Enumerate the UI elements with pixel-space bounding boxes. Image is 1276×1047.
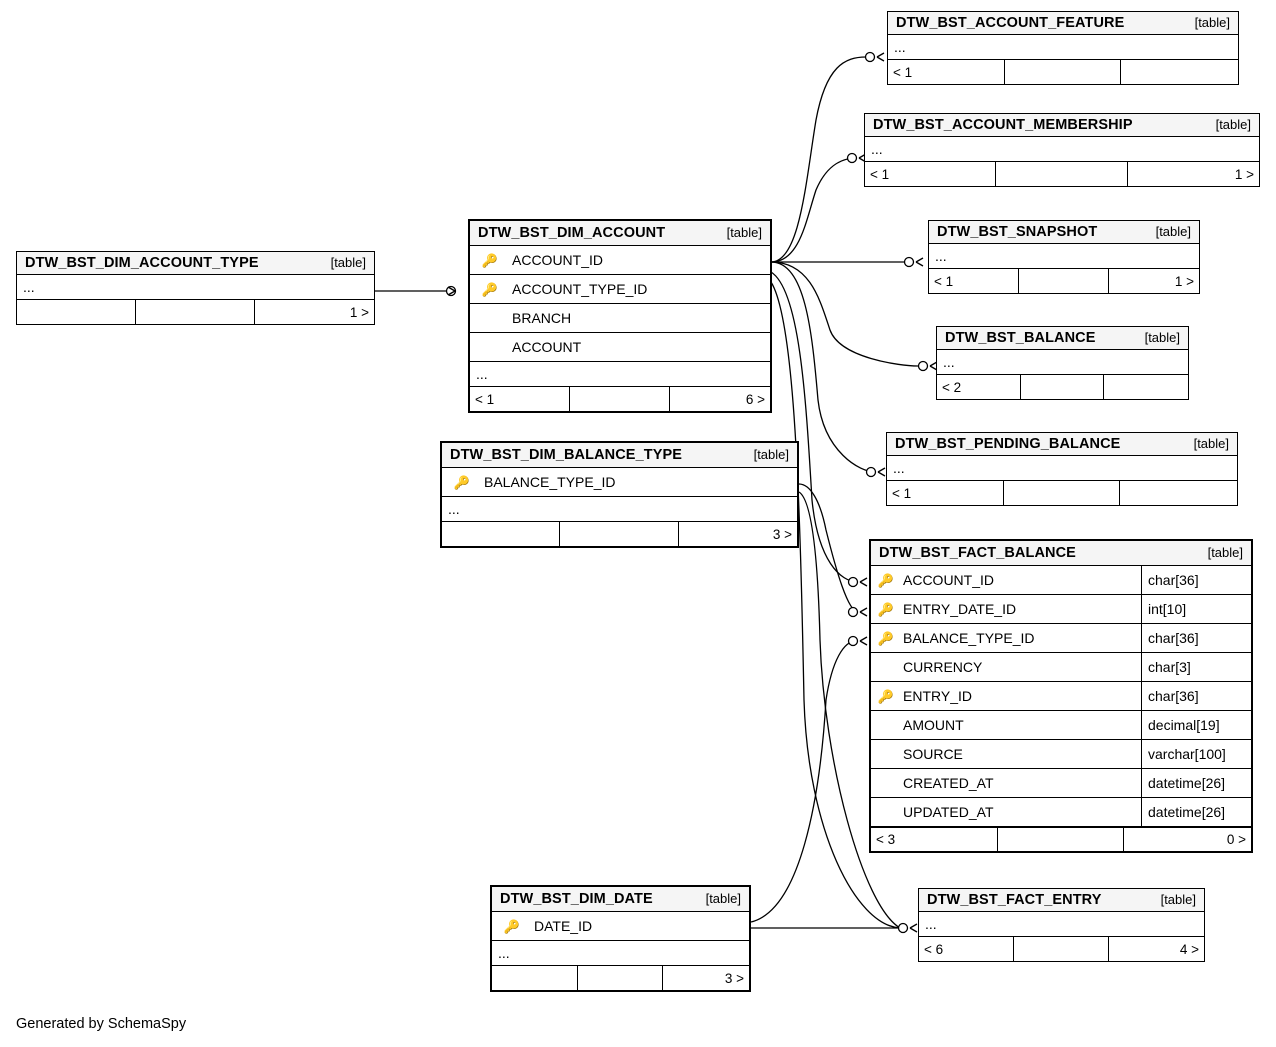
table-title: DTW_BST_ACCOUNT_FEATURE [896,14,1125,31]
table-header [865,114,1259,137]
table-footer [937,375,1188,399]
column-row [871,740,1251,769]
table-dtw-bst-pending-balance[interactable] [886,432,1238,506]
footer-left: < 1 [470,387,570,411]
table-title: DTW_BST_FACT_ENTRY [927,891,1102,908]
footer-left [17,300,136,324]
table-title: DTW_BST_DIM_DATE [500,890,653,907]
table-footer [919,937,1204,961]
footer-left: < 1 [865,162,996,186]
table-dtw-bst-fact-entry[interactable] [918,888,1205,962]
table-footer [442,522,797,546]
footer-right: 1 > [1234,166,1254,182]
table-footer [17,300,374,324]
table-title: DTW_BST_SNAPSHOT [937,223,1098,240]
table-dtw-bst-account-feature[interactable] [887,11,1239,85]
footer-right [1121,60,1238,84]
table-header [919,889,1204,912]
table-footer [871,827,1251,851]
column-type: char[3] [1141,653,1251,681]
table-title: DTW_BST_PENDING_BALANCE [895,435,1121,452]
table-title: DTW_BST_FACT_BALANCE [879,544,1076,561]
footer-mid [1021,375,1105,399]
columns-ellipsis: ... [865,137,1259,162]
columns-ellipsis: ... [929,244,1199,269]
table-tag: [table] [1193,436,1229,451]
column-type: datetime[26] [1141,798,1251,826]
table-header [470,221,770,246]
footer-mid [1004,481,1121,505]
footer-right: 6 > [745,391,765,407]
column-type: char[36] [1141,624,1251,652]
footer-mid [1005,60,1122,84]
footer-right: 4 > [1179,941,1199,957]
table-tag: [table] [1215,117,1251,132]
column-name: CREATED_AT [903,775,994,791]
table-tag: [table] [1160,892,1196,907]
table-tag: [table] [753,447,789,462]
columns-ellipsis: ... [888,35,1238,60]
column-row [871,653,1251,682]
columns-ellipsis: ... [17,275,374,300]
table-dtw-bst-dim-date[interactable] [490,885,751,992]
column-name: BRANCH [512,310,572,326]
column-row [871,711,1251,740]
table-tag: [table] [1194,15,1230,30]
footer-left: < 6 [919,937,1014,961]
column-type: char[36] [1141,566,1251,594]
key-icon: 🔑 [481,252,499,268]
key-icon: 🔑 [503,918,521,934]
footer-mid [1014,937,1109,961]
column-name: ACCOUNT_ID [512,252,604,268]
column-row [871,682,1251,711]
column-type: decimal[19] [1141,711,1251,739]
table-header [888,12,1238,35]
key-icon: 🔑 [877,688,895,704]
column-row [470,333,770,362]
footer-mid [578,966,664,990]
table-dtw-bst-dim-account-type[interactable] [16,251,375,325]
key-icon: 🔑 [481,281,499,297]
footer-mid [1019,269,1109,293]
columns-ellipsis: ... [887,456,1237,481]
table-tag: [table] [726,225,762,240]
columns-ellipsis: ... [919,912,1204,937]
footer-right [1120,481,1237,505]
column-name: ACCOUNT [512,339,582,355]
table-title: DTW_BST_ACCOUNT_MEMBERSHIP [873,116,1133,133]
table-dtw-bst-dim-account[interactable] [468,219,772,413]
footer-left [492,966,578,990]
table-footer [887,481,1237,505]
column-row [470,246,770,275]
column-name: ENTRY_DATE_ID [903,601,1017,617]
table-title: DTW_BST_DIM_ACCOUNT [478,224,666,241]
footer-mid [996,162,1127,186]
table-dtw-bst-balance[interactable] [936,326,1189,400]
column-name: BALANCE_TYPE_ID [484,474,616,490]
footer-right: 1 > [1174,273,1194,289]
footer-right: 3 > [724,970,745,986]
columns-ellipsis: ... [492,941,749,966]
column-row [442,468,797,497]
table-header [887,433,1237,456]
table-header [442,443,797,468]
table-tag: [table] [1144,330,1180,345]
key-icon: 🔑 [453,474,471,490]
column-row [871,769,1251,798]
table-title: DTW_BST_BALANCE [945,329,1096,346]
table-footer [470,387,770,411]
schemaspy-credit: Generated by SchemaSpy [16,1016,187,1032]
column-row [470,304,770,333]
footer-left: < 3 [871,828,998,851]
table-tag: [table] [1155,224,1191,239]
table-footer [888,60,1238,84]
key-icon: 🔑 [877,630,895,646]
column-name: CURRENCY [903,659,983,675]
footer-left: < 2 [937,375,1021,399]
key-icon: 🔑 [877,572,895,588]
key-icon: 🔑 [877,601,895,617]
table-tag: [table] [705,891,741,906]
table-footer [929,269,1199,293]
column-row [470,275,770,304]
column-name: AMOUNT [903,717,964,733]
column-type: datetime[26] [1141,769,1251,797]
column-type: char[36] [1141,682,1251,710]
footer-right: 3 > [772,526,792,542]
table-footer [865,162,1259,186]
table-title: DTW_BST_DIM_BALANCE_TYPE [450,446,683,463]
column-name: DATE_ID [534,918,593,934]
table-footer [492,966,749,990]
footer-left: < 1 [887,481,1004,505]
column-row [871,566,1251,595]
footer-left: < 1 [888,60,1005,84]
column-name: ENTRY_ID [903,688,972,704]
table-header [937,327,1188,350]
table-tag: [table] [1207,545,1243,560]
table-dtw-bst-dim-balance-type[interactable] [440,441,799,548]
footer-right: 0 > [1226,832,1247,847]
column-name: BALANCE_TYPE_ID [903,630,1035,646]
footer-right [1104,375,1188,399]
column-row [871,624,1251,653]
table-title: DTW_BST_DIM_ACCOUNT_TYPE [25,254,259,271]
column-row [492,912,749,941]
footer-right: 1 > [349,304,369,320]
column-type: int[10] [1141,595,1251,623]
column-name: ACCOUNT_ID [903,572,995,588]
column-type: varchar[100] [1141,740,1251,768]
footer-mid [136,300,255,324]
table-header [929,221,1199,244]
table-tag: [table] [330,255,366,270]
table-dtw-bst-account-membership[interactable] [864,113,1260,187]
table-header [871,541,1251,566]
columns-ellipsis: ... [937,350,1188,375]
column-name: SOURCE [903,746,963,762]
column-row [871,798,1251,827]
table-dtw-bst-fact-balance[interactable] [869,539,1253,853]
column-name: ACCOUNT_TYPE_ID [512,281,648,297]
table-dtw-bst-snapshot[interactable] [928,220,1200,294]
footer-mid [998,828,1125,851]
table-header [492,887,749,912]
columns-ellipsis: ... [442,497,797,522]
footer-mid [560,522,678,546]
column-name: UPDATED_AT [903,804,994,820]
footer-mid [570,387,670,411]
footer-left [442,522,560,546]
footer-left: < 1 [929,269,1019,293]
table-header [17,252,374,275]
column-row [871,595,1251,624]
columns-ellipsis: ... [470,362,770,387]
